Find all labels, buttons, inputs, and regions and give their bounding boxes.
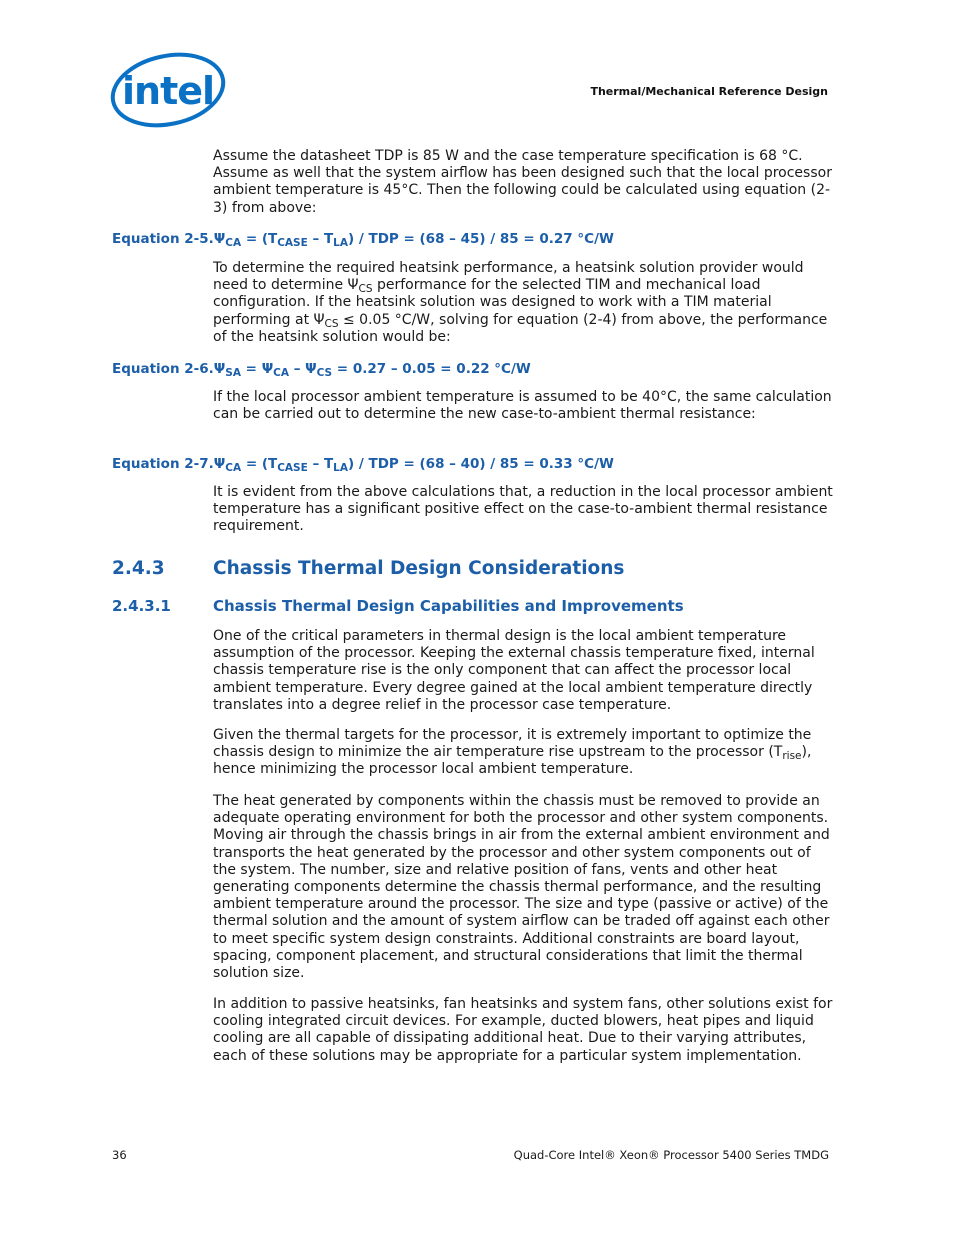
equation-2-7: Equation $2-7.\Psi_{CA} = (T_{CASE} - T_{LA})$ / TDP = (68 – 40) / 85 = 0.33 °C/W — [112, 456, 614, 474]
section-number: 2.4.3 — [112, 558, 165, 579]
subsection-number: 2.4.3.1 — [112, 597, 171, 615]
paragraph-intro: Assume the datasheet TDP is 85 W and the case temperature specification is 68 °C. Assume as well that the system airflow has been designed such that the local processor ambient temperature is 45°C. Then the following could be calculated using equation (2-3) from above: — [213, 148, 832, 216]
intel-logo — [108, 50, 228, 128]
paragraph-conclusion: It is evident from the above calculations that, a reduction in the local processor ambient temperature has a significant positive effect on the case-to-ambient thermal resistance requirement. — [213, 484, 833, 535]
svg-text:intel: intel — [122, 69, 215, 113]
paragraph-heat-generated: The heat generated by components within the chassis must be removed to provide an adequate operating environment for both the processor and other system components. Moving air through the chassis brings in air from the external ambient environment and transports the heat generated by the processor and other system components out of the system. The number, size and relative position of fans, vents and other heat generating components determine the chassis thermal performance, and the resulting ambient temperature around the processor. The size and type (passive or active) of the thermal solution and the amount of system airflow can be traded off against each other to meet specific system design constraints. Additional constraints are board layout, spacing, component placement, and structural considerations that limit the thermal solution size. — [213, 793, 830, 982]
header-title: Thermal/Mechanical Reference Design — [590, 85, 828, 98]
subsection-title: Chassis Thermal Design Capabilities and Improvements — [213, 597, 684, 615]
paragraph-other-solutions: In addition to passive heatsinks, fan heatsinks and system fans, other solutions exist for cooling integrated circuit devices. For example, ducted blowers, heat pipes and liquid cooling are all capable of dissipating additional heat. Due to their varying attributes, each of these solutions may be appropriate for a particular system implementation. — [213, 996, 833, 1064]
equation-2-5: Equation $2-5.\Psi_{CA} = (T_{CASE} - T_{LA})$ / TDP = (68 – 45) / 85 = 0.27 °C/W — [112, 231, 614, 249]
page-number: 36 — [112, 1148, 127, 1162]
footer-doc-title: Quad-Core Intel® Xeon® Processor 5400 Series TMDG — [513, 1148, 829, 1162]
equation-2-6: Equation $2-6.\Psi_{SA} = \Psi_{CA} - \Psi_{CS} = 0.27 - 0.05 = 0.22$ °C/W — [112, 361, 531, 379]
paragraph-ambient-40: If the local processor ambient temperature is assumed to be 40°C, the same calculation can be carried out to determine the new case-to-ambient thermal resistance: — [213, 389, 832, 423]
paragraph-critical-parameters: One of the critical parameters in thermal design is the local ambient temperature assumption of the processor. Keeping the external chassis temperature fixed, internal chassis temperature rise is the only component that can affect the processor local ambient temperature. Every degree gained at the local ambient temperature directly translates into a degree relief in the processor case temperature. — [213, 628, 815, 713]
paragraph-thermal-targets: Given the thermal targets for the processor, it is extremely important to optimize the chassis design to minimize the air temperature rise upstream to the processor $(T_{rise})$, hence minimizing the processor local ambient temperature. — [213, 727, 812, 778]
paragraph-heatsink-performance: To determine the required heatsink performance, a heatsink solution provider would need to determine $\Psi_{CS}$ performance for the selected TIM and mechanical load configuration. If the heatsink solution was designed to work with a TIM material performing at $\Psi_{CS} \le 0.05$ °C/W, solving for equation (2-4) from above, the performance of the heatsink solution would be: — [213, 260, 828, 345]
section-title: Chassis Thermal Design Considerations — [213, 558, 625, 579]
